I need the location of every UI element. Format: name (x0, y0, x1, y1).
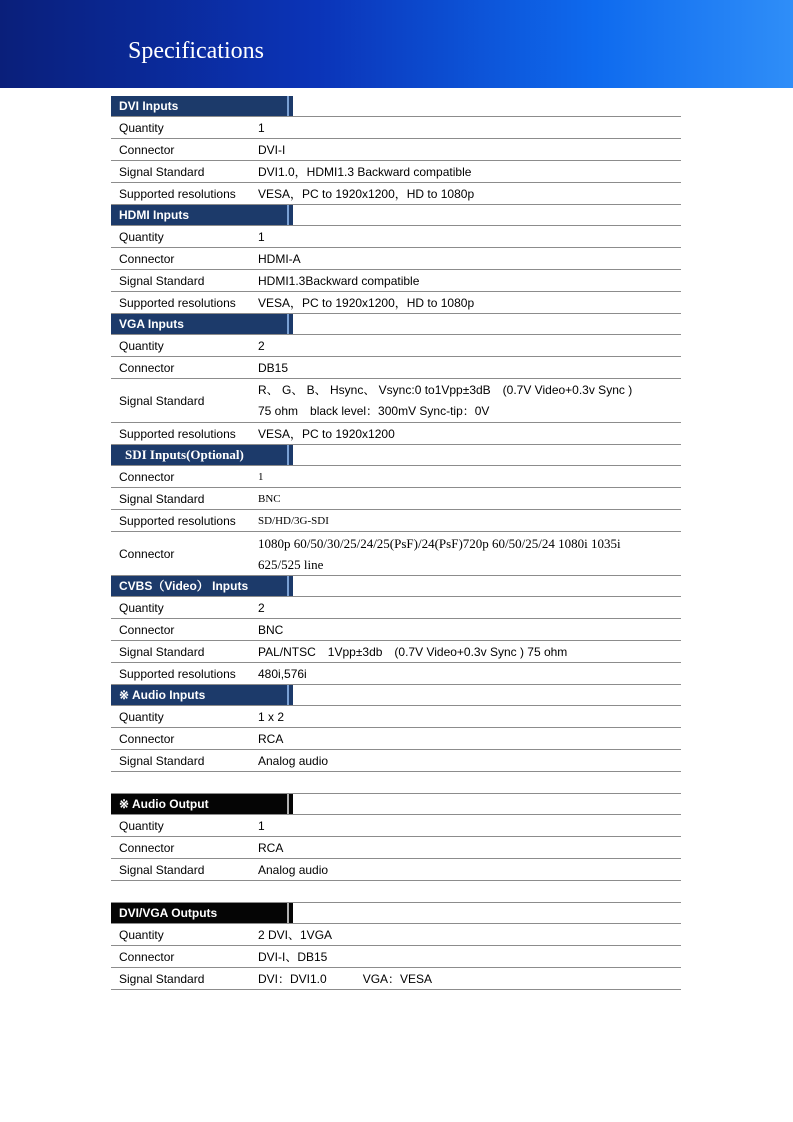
spec-row (111, 510, 681, 532)
spec-label: Signal Standard (119, 971, 205, 986)
spec-value: DVI-I、DB15 (258, 950, 328, 964)
spec-value (258, 533, 681, 575)
section-hdmi-inputs (111, 205, 681, 314)
section-title: VGA Inputs (111, 314, 293, 334)
spec-row (111, 619, 681, 641)
spec-label: Connector (119, 251, 175, 266)
spec-value: 480i,576i (258, 666, 307, 681)
spec-value: VESA，PC to 1920x1200，HD to 1080p (258, 296, 475, 310)
spec-row (111, 357, 681, 379)
spec-row (111, 750, 681, 772)
spec-label: Signal Standard (119, 753, 205, 768)
section-header (111, 685, 681, 706)
spec-label: Supported resolutions (119, 426, 236, 441)
section-header (111, 205, 681, 226)
spec-value: 2 DVI、1VGA (258, 928, 333, 942)
spec-label: Signal Standard (119, 393, 205, 408)
spec-row (111, 292, 681, 314)
section-title: DVI Inputs (111, 96, 293, 116)
spec-value: DVI：DVI1.0 VGA：VESA (258, 972, 433, 986)
spec-row (111, 706, 681, 728)
spec-label: Connector (119, 731, 175, 746)
spec-value: 1 (258, 470, 264, 483)
spec-value (258, 380, 681, 422)
spec-label: Connector (119, 142, 175, 157)
spec-label: Signal Standard (119, 862, 205, 877)
spec-label: Connector (119, 360, 175, 375)
spec-row (111, 379, 681, 423)
spec-value: PAL/NTSC 1Vpp±3db (0.7V Video+0.3v Sync ) 75 ohm (258, 645, 568, 659)
spec-row (111, 488, 681, 510)
section-header (111, 96, 681, 117)
section-vga-inputs (111, 314, 681, 445)
section-header (111, 903, 681, 924)
spec-row (111, 248, 681, 270)
spec-label: Connector (119, 546, 175, 561)
spec-row (111, 663, 681, 685)
spec-label: Quantity (119, 818, 164, 833)
spec-row (111, 859, 681, 881)
spec-label: Connector (119, 469, 175, 484)
spec-row (111, 924, 681, 946)
section-audio-inputs (111, 685, 681, 794)
section-title: CVBS（Video） Inputs (111, 576, 293, 596)
spec-label: Quantity (119, 120, 164, 135)
spec-value: 1 (258, 818, 265, 833)
spec-row (111, 423, 681, 445)
section-dvi-inputs (111, 96, 681, 205)
spec-label: Signal Standard (119, 164, 205, 179)
spec-value: DVI-I (258, 142, 286, 157)
spec-row (111, 139, 681, 161)
section-title: SDI Inputs(Optional) (111, 445, 293, 465)
spec-value: RCA (258, 731, 284, 746)
section-audio-output (111, 794, 681, 903)
spec-label: Quantity (119, 338, 164, 353)
spec-label: Supported resolutions (119, 513, 236, 528)
spec-label: Quantity (119, 229, 164, 244)
spec-table (111, 96, 681, 990)
spec-label: Supported resolutions (119, 186, 236, 201)
spec-label: Supported resolutions (119, 666, 236, 681)
page-title: Specifications (128, 38, 264, 64)
spec-row (111, 466, 681, 488)
spec-value: BNC (258, 622, 284, 637)
spec-value: 2 (258, 600, 265, 615)
spec-label: Connector (119, 949, 175, 964)
spec-value: SD/HD/3G-SDI (258, 514, 329, 527)
spacer-row (111, 881, 681, 903)
section-title: DVI/VGA Outputs (111, 903, 293, 923)
spec-label: Signal Standard (119, 491, 205, 506)
spec-value: VESA，PC to 1920x1200 (258, 427, 395, 441)
spec-value: BNC (258, 492, 281, 505)
spec-value: DVI1.0，HDMI1.3 Backward compatible (258, 165, 472, 179)
section-title: ※ Audio Inputs (111, 685, 293, 705)
spec-value: HDMI-A (258, 251, 301, 266)
spec-value-line: 625/525 line (258, 556, 324, 572)
section-dvi-vga-outputs (111, 903, 681, 990)
spec-label: Connector (119, 622, 175, 637)
spec-label: Signal Standard (119, 273, 205, 288)
spec-value: RCA (258, 840, 284, 855)
spacer-row (111, 772, 681, 794)
spec-row (111, 968, 681, 990)
spec-value: 1 (258, 120, 265, 135)
spec-row (111, 837, 681, 859)
spec-row (111, 226, 681, 248)
section-header (111, 445, 681, 466)
spec-row (111, 117, 681, 139)
spec-row (111, 161, 681, 183)
section-header (111, 794, 681, 815)
spec-label: Connector (119, 840, 175, 855)
spec-row (111, 335, 681, 357)
spec-value: 1 x 2 (258, 709, 285, 724)
spec-row (111, 728, 681, 750)
spec-row (111, 815, 681, 837)
section-title: HDMI Inputs (111, 205, 293, 225)
spec-value: 2 (258, 338, 265, 353)
spec-row (111, 532, 681, 576)
section-header (111, 576, 681, 597)
spec-label: Quantity (119, 600, 164, 615)
spec-row (111, 946, 681, 968)
spec-label: Signal Standard (119, 644, 205, 659)
spec-value-line: R、 G、 B、 Hsync、 Vsync:0 to1Vpp±3dB (0.7V Video+0.3v Sync ) (258, 382, 633, 397)
section-cvbs-inputs (111, 576, 681, 685)
spec-value: VESA，PC to 1920x1200，HD to 1080p (258, 187, 475, 201)
spec-value: HDMI1.3Backward compatible (258, 273, 420, 288)
spec-row (111, 641, 681, 663)
section-title: ※ Audio Output (111, 794, 293, 814)
section-header (111, 314, 681, 335)
spec-label: Quantity (119, 709, 164, 724)
spec-row (111, 183, 681, 205)
spec-row (111, 597, 681, 619)
spec-value-line: 1080p 60/50/30/25/24/25(PsF)/24(PsF)720p 60/50/25/24 1080i 1035i (258, 535, 621, 551)
section-sdi-inputs (111, 445, 681, 576)
spec-label: Supported resolutions (119, 295, 236, 310)
spec-value: Analog audio (258, 862, 329, 877)
header-banner (0, 0, 793, 88)
spec-value: DB15 (258, 360, 289, 375)
spec-value: 1 (258, 229, 265, 244)
spec-label: Quantity (119, 927, 164, 942)
spec-value-line: 75 ohm black level：300mV Sync-tip：0V (258, 403, 490, 418)
spec-row (111, 270, 681, 292)
spec-value: Analog audio (258, 753, 329, 768)
